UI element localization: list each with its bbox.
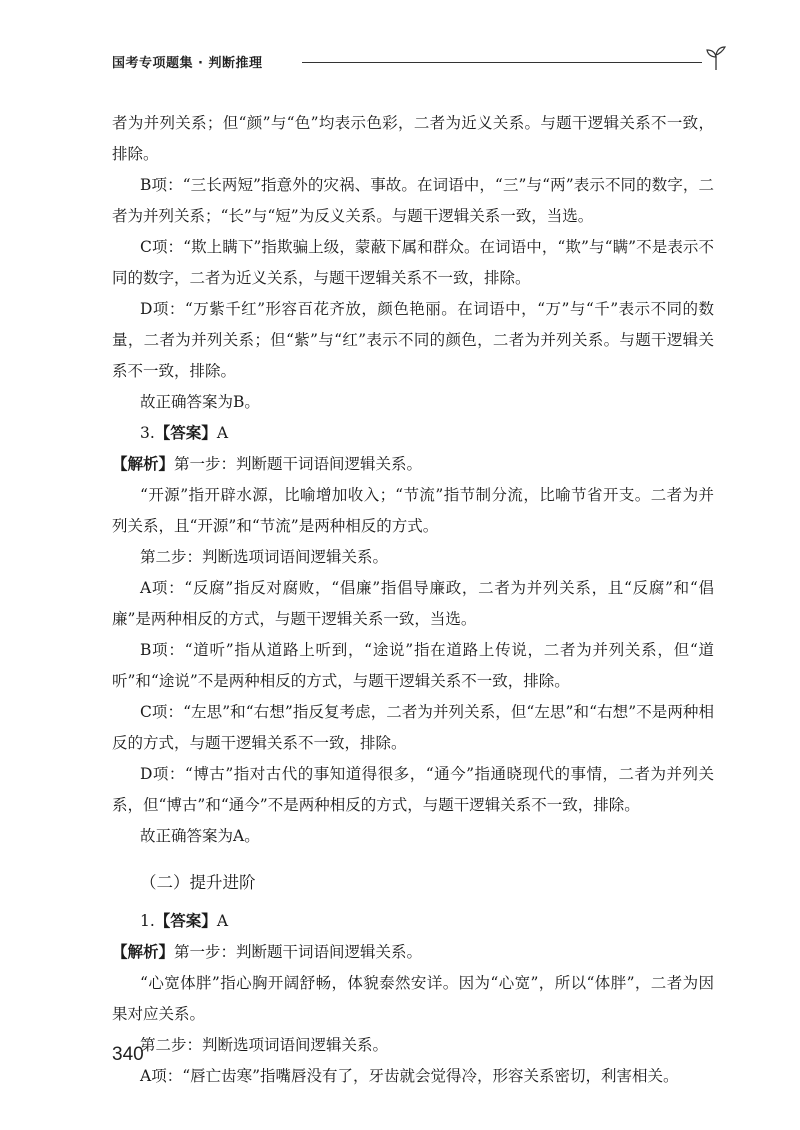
question-3-analysis	[112, 449, 714, 480]
paragraph-option-b: B项：“道听”指从道路上听到，“途说”指在道路上传说，二者为并列关系，但“道听”和“途说”不是两种相反的方式，与题干逻辑关系不一致，排除。	[112, 641, 714, 690]
question-3-answer	[112, 418, 714, 449]
question-number: 1.	[140, 912, 155, 930]
paragraph: 者为并列关系；但“颜”与“色”均表示色彩，二者为近义关系。与题干逻辑关系不一致，排除。	[112, 114, 714, 163]
paragraph-option-c: C项：“欺上瞒下”指欺骗上级，蒙蔽下属和群众。在词语中，“欺”与“瞒”不是表示不同的数字，二者为近义关系，与题干逻辑关系不一致，排除。	[112, 238, 714, 287]
section-heading: （二）提升进阶	[140, 873, 256, 892]
answer-value: A	[216, 424, 229, 442]
question-number: 3.	[140, 424, 155, 442]
answer-value: A	[216, 912, 229, 930]
header-title: 国考专项题集 · 判断推理	[112, 56, 263, 71]
question-1-analysis	[112, 937, 714, 968]
question-1-answer	[112, 906, 714, 937]
page-number: 340	[112, 1044, 144, 1065]
paragraph-option-d: D项：“博古”指对古代的事知道得很多，“通今”指通晓现代的事情，二者为并列关系，但“博古”和“通今”不是两种相反的方式，与题干逻辑关系不一致，排除。	[112, 765, 714, 814]
sprout-icon	[702, 44, 730, 72]
step-two-line: 第二步：判断选项词语间逻辑关系。	[140, 548, 389, 566]
paragraph-option-d: D项：“万紫千红”形容百花齐放，颜色艳丽。在词语中，“万”与“千”表示不同的数量，二者为并列关系；但“紫”与“红”表示不同的颜色，二者为并列关系。与题干逻辑关系不一致，排除。	[112, 300, 714, 380]
paragraph: “心宽体胖”指心胸开阔舒畅，体貌泰然安详。因为“心宽”，所以“体胖”，二者为因果对应关系。	[112, 974, 714, 1023]
page-header	[112, 48, 732, 78]
answer-label: 【答案】	[154, 424, 217, 442]
analysis-label: 【解析】	[112, 943, 175, 961]
paragraph-option-a: A项：“反腐”指反对腐败，“倡廉”指倡导廉政，二者为并列关系，且“反腐”和“倡廉”是两种相反的方式，与题干逻辑关系一致，当选。	[112, 579, 714, 628]
analysis-text: 第一步：判断题干词语间逻辑关系。	[174, 455, 423, 473]
analysis-text: 第一步：判断题干词语间逻辑关系。	[174, 943, 423, 961]
paragraph-option-b: B项：“三长两短”指意外的灾祸、事故。在词语中，“三”与“两”表示不同的数字，二者为并列关系；“长”与“短”为反义关系。与题干逻辑关系一致，当选。	[112, 176, 714, 225]
correct-answer-line: 故正确答案为A。	[140, 827, 260, 845]
answer-label: 【答案】	[154, 912, 217, 930]
step-two-line: 第二步：判断选项词语间逻辑关系。	[140, 1036, 389, 1054]
paragraph-option-a: A项：“唇亡齿寒”指嘴唇没有了，牙齿就会觉得冷，形容关系密切，利害相关。	[140, 1067, 679, 1085]
paragraph-option-c: C项：“左思”和“右想”指反复考虑，二者为并列关系，但“左思”和“右想”不是两种相反的方式，与题干逻辑关系不一致，排除。	[112, 703, 714, 752]
correct-answer-line: 故正确答案为B。	[140, 393, 260, 411]
analysis-label: 【解析】	[112, 455, 175, 473]
header-rule	[302, 62, 702, 63]
paragraph: “开源”指开辟水源，比喻增加收入；“节流”指节制分流，比喻节省开支。二者为并列关系，且“开源”和“节流”是两种相反的方式。	[112, 486, 714, 535]
page-content	[112, 108, 714, 1092]
